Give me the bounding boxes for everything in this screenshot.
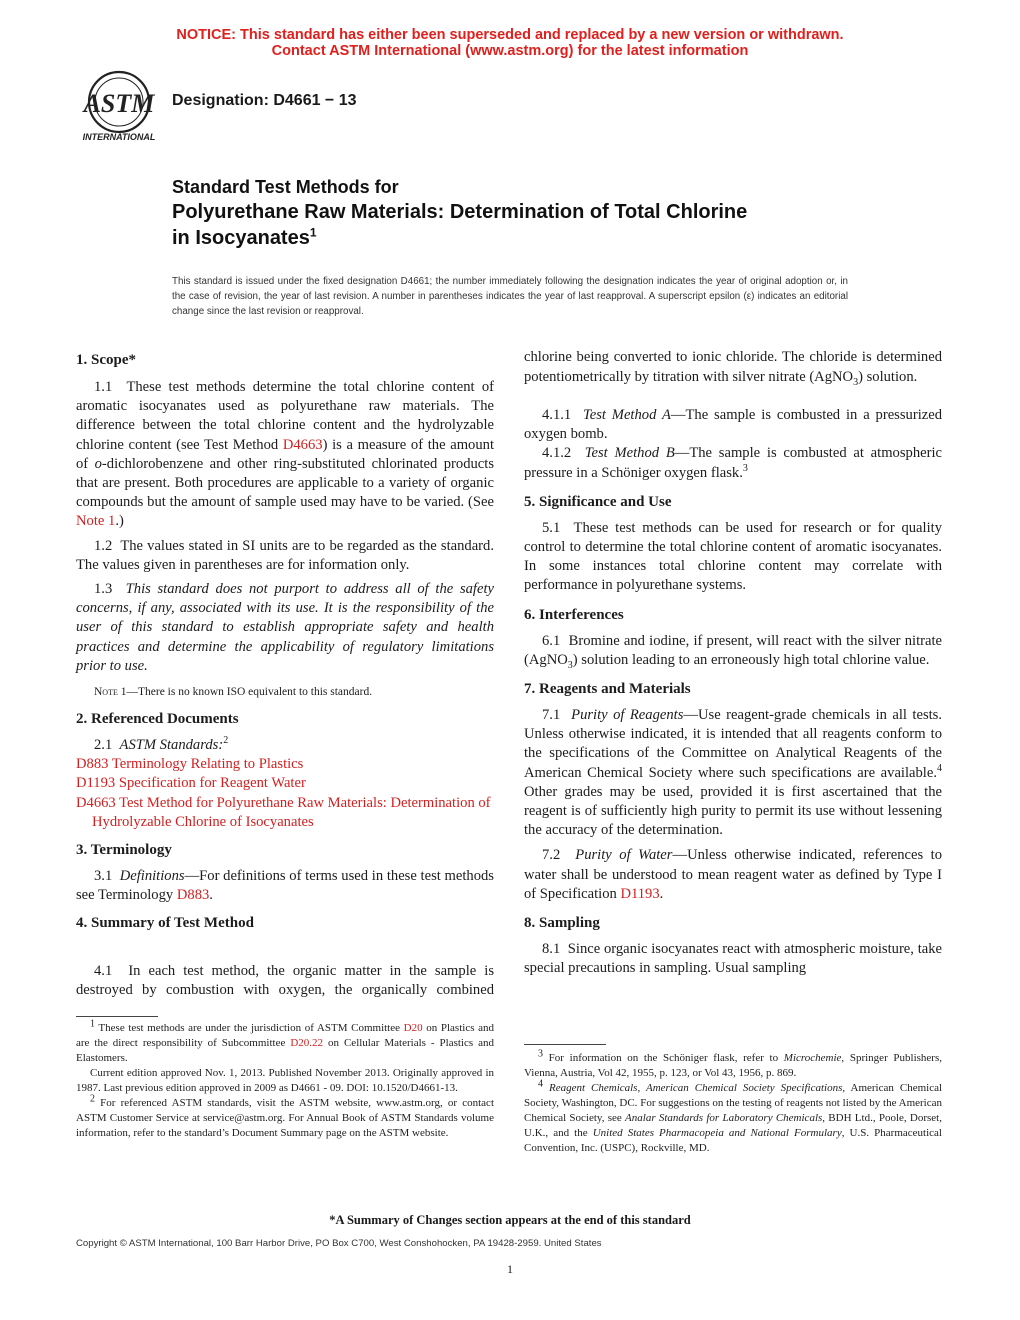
para-1-2: 1.2 The values stated in SI units are to be regarded as the standard. The values given in parentheses are for information only. [76,537,494,573]
footnote-4: $^4$ Reagent Chemicals, American Chemical Society Specifications, American Chemical Society, Washington, DC. For suggestions on the testing of reagents not listed by the American Chemical Society, see Analar Standards for Laboratory Chemicals, BDH Ltd., Poole, Dorset, U.K., and the United States Pharmacopeia and National Formulary, U.S. Pharmaceutical Convention, Inc. (USPC), Rockville, MD. [524,1078,943,1154]
footnotes-left [76,1018,494,1141]
section-terminology-heading: 3. Terminology [76,842,172,859]
para-4-1-1: 4.1.1 Test Method A—The sample is combusted in a pressurized oxygen bomb. [524,407,943,443]
title-line3: in Isocyanates$^1$ [172,225,317,249]
para-1-1: 1.1 These test methods determine the total chlorine content of aromatic isocyanates used as polyurethane raw materials. The difference between the total chlorine content and the hydrolyzable chlorine content (see Test Method D4663) is a measure of the amount of o-dichlorobenzene and other ring-substituted chlorinated products that are present. Both procedures are applicable to a variety of organic compounds but the amount of sample used may have to be varied. (See Note 1.) [76,379,494,530]
footnote-3: $^3$ For information on the Schöniger flask, refer to Microchemie, Springer Publishers, Vienna, Austria, Vol 42, 1955, p. 123, or Vol 43, 1956, p. 869. [524,1048,942,1079]
section-reagents-heading: 7. Reagents and Materials [524,681,691,698]
astm-logo [74,70,164,144]
page-number: 1 [507,1262,513,1276]
title-line2: Polyurethane Raw Materials: Determination of Total Chlorine [172,201,748,223]
link-note-1[interactable]: Note 1 [76,513,116,530]
link-d883[interactable]: D883 [176,887,210,904]
summary-of-changes-note: *A Summary of Changes section appears at the end of this standard [329,1213,691,1227]
para-4-1-right: chlorine being converted to ionic chloride. The chloride is determined potentiometrically by titration with silver nitrate (AgNO$_3$) solution. [524,349,942,388]
section-referenced-heading: 2. Referenced Documents [76,711,239,728]
para-3-1: 3.1 Definitions—For definitions of terms used in these test methods see Terminology D883. [76,868,494,904]
footnote-rule-left [76,1016,158,1017]
section-summary-heading: 4. Summary of Test Method [76,915,254,932]
para-4-1-left: 4.1 In each test method, the organic matter in the sample is destroyed by combustion with oxygen, the organically combined [76,963,494,999]
ref-d883[interactable]: D883 Terminology Relating to Plastics [76,756,304,773]
para-1-3: 1.3 This standard does not purport to address all of the safety concerns, if any, associated with its use. It is the responsibility of the user of this standard to establish appropriate safety and health practices and determine the applicability of regulatory limitations prior to use. [76,581,494,674]
para-7-2: 7.2 Purity of Water—Unless otherwise indicated, references to water shall be understood to mean reagent water as defined by Type I of Specification D1193. [524,847,943,902]
logo-letters: ASTM [83,89,155,118]
footnotes-right [524,1048,943,1156]
footnote-1-edition: Current edition approved Nov. 1, 2013. Published November 2013. Originally approved in 1987. Last previous edition approved in 2009 as D4661 - 09. DOI: 10.1520/D4661-13. [76,1067,494,1094]
ref-d4663[interactable]: D4663 Test Method for Polyurethane Raw Materials: Determination of Hydrolyzable Chlorine of Isocyanates [76,794,491,830]
para-8-1: 8.1 Since organic isocyanates react with atmospheric moisture, take special precautions in sampling. Usual sampling [524,941,943,977]
para-4-1-2: 4.1.2 Test Method B—The sample is combusted at atmospheric pressure in a Schöniger oxygen flask.$^3$ [524,445,942,481]
footnote-2: $^2$ For referenced ASTM standards, visit the ASTM website, www.astm.org, or contact ASTM Customer Service at service@astm.org. For Annual Book of ASTM Standards volume information, refer to the standard’s Document Summary page on the ASTM website. [76,1093,494,1139]
link-d20[interactable]: D20 [403,1022,423,1034]
section-scope-heading: 1. Scope* [76,352,136,368]
preamble: This standard is issued under the fixed designation D4661; the number immediately following the designation indicates the year of original adoption or, in the case of revision, the year of last revision. A number in parentheses indicates the year of last reapproval. A superscript epsilon (ε) indicates an editorial change since the last revision or reapproval. [172,276,848,317]
footnote-1: $^1$ These test methods are under the jurisdiction of ASTM Committee D20 on Plastics and are the direct responsibility of Subcommittee D20.22 on Cellular Materials - Plastics and Elastomers. [76,1018,494,1064]
note-1: Note 1—There is no known ISO equivalent to this standard. [94,686,373,699]
ref-d1193[interactable]: D1193 Specification for Reagent Water [76,775,306,792]
withdrawal-notice-line2: Contact ASTM International (www.astm.org) for the latest information [271,43,749,59]
section-interferences-heading: 6. Interferences [524,606,624,623]
left-column [76,351,494,933]
para-5-1: 5.1 These test methods can be used for research or for quality control to determine the total chlorine content of aromatic isocyanates. In some instances total chlorine content may correlate with performance in polyurethane systems. [524,519,942,594]
para-6-1: 6.1 Bromine and iodine, if present, will react with the silver nitrate (AgNO$_3$) solution leading to an erroneously high total chlorine value. [524,632,942,671]
link-d1193[interactable]: D1193 [620,885,660,902]
link-d20-22[interactable]: D20.22 [290,1037,324,1049]
withdrawal-notice-line1: NOTICE: This standard has either been superseded and replaced by a new version or withdrawn. [176,27,844,43]
right-column [524,406,942,978]
document-title [172,175,892,251]
para-2-1: 2.1 ASTM Standards:$^2$ [94,735,229,754]
section-sampling-heading: 8. Sampling [524,915,600,932]
para-7-1: 7.1 Purity of Reagents—Use reagent-grade chemicals in all tests. Unless otherwise indicated, it is intended that all reagents conform to the specifications of the Committee on Analytical Reagents of the American Chemical Society where such specifications are available.$^4$ Other grades may be used, provided it is first ascertained that the reagent is of sufficiently high purity to permit its use without lessening the accuracy of the determination. [524,707,943,839]
footnote-rule-right [524,1044,606,1045]
title-line1: Standard Test Methods for [172,177,399,197]
designation: Designation: D4661 − 13 [172,92,357,109]
section-significance-heading: 5. Significance and Use [524,493,672,510]
logo-subtitle: INTERNATIONAL [82,132,156,142]
copyright: Copyright © ASTM International, 100 Barr Harbor Drive, PO Box C700, West Conshohocken, PA 19428-2959. United States [76,1238,602,1249]
link-d4663[interactable]: D4663 [282,436,323,453]
